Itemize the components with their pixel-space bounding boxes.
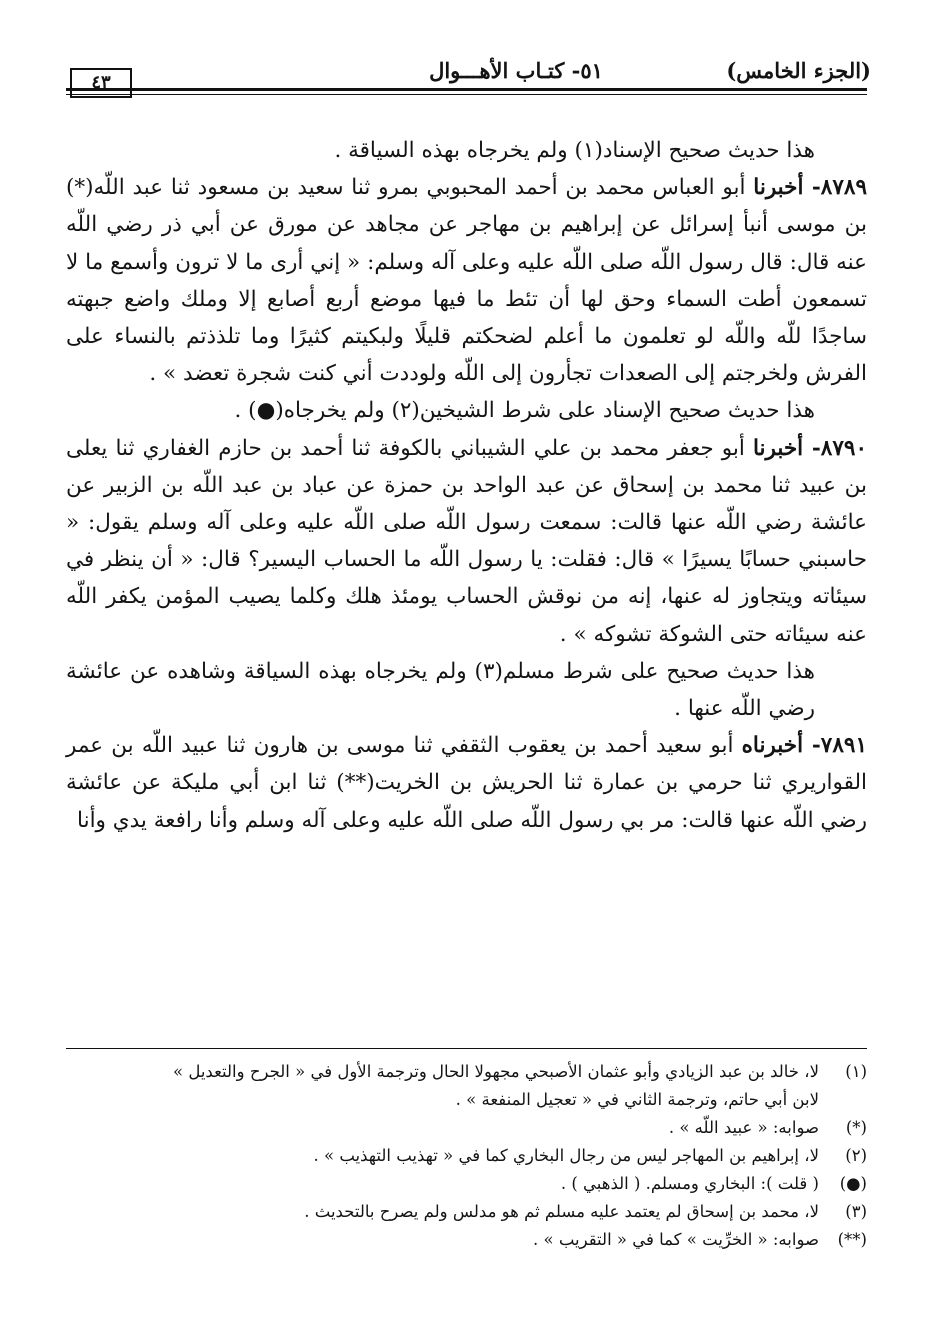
footnote-text: ( قلت ): البخاري ومسلم. ( الذهبي ) . [560,1174,819,1193]
footnote [66,1142,867,1170]
hadith-text: أبو سعيد أحمد بن يعقوب الثقفي ثنا موسى بن هارون ثنا عبيد اللّه بن عمر القواريري ثنا حرمي بن عمارة ثنا الحريش بن الخريت(**) ثنا ابن أبي مليكة عن عائشة رضي اللّه عنها قالت: مر بي رسول اللّه صلى اللّه عليه وعلى آله وسلم وأنا رافعة يدي وأنا [66,733,867,833]
footnote-text: لا، محمد بن إسحاق لم يعتمد عليه مسلم ثم هو مدلس ولم يصرح بالتحديث . [304,1202,819,1221]
footnote-divider [66,1048,867,1049]
main-text [66,132,867,839]
header-rule-thin [66,94,867,95]
footnote-mark: (*) [845,1118,867,1137]
hadith-7891 [66,727,867,839]
hadith-8790 [66,430,867,653]
book-title: ٥١- كتـاب الأهـــوال [429,58,603,83]
footnote [66,1170,867,1198]
footnote-continuation: لابن أبي حاتم، وترجمة الثاني في « تعجيل المنفعة » . [455,1090,819,1109]
footnote-text: لا، خالد بن عبد الزيادي وأبو عثمان الأصبحي مجهولا الحال وترجمة الأول في « الجرح والتعديل » [173,1062,819,1081]
hadith-number: ٨٧٨٩- أخبرنا [753,175,867,201]
page-number: ٤٣ [70,68,132,98]
grading-paragraph: هذا حديث صحيح على شرط مسلم(٣) ولم يخرجاه بهذه السياقة وشاهده عن عائشة رضي اللّه عنها . [66,658,815,722]
footnote-mark: (●) [839,1174,867,1193]
footnote-mark: (٢) [845,1146,867,1165]
grading-paragraph: هذا حديث صحيح الإسناد(١) ولم يخرجاه بهذه السياقة . [334,138,815,163]
hadith-number: ٨٧٩٠- أخبرنا [752,435,867,461]
footnotes [66,1058,867,1254]
footnote-mark: (**) [837,1230,867,1249]
footnote-mark: (١) [845,1062,867,1081]
hadith-number: ٧٨٩١- أخبرناه [741,733,867,759]
volume-title: (الجزء الخامس) [726,58,871,83]
footnote [66,1198,867,1226]
hadith-text: أبو جعفر محمد بن علي الشيباني بالكوفة ثنا أحمد بن حازم الغفاري ثنا يعلى بن عبيد ثنا محمد بن إسحاق عن عبد الواحد بن حمزة عن عباد بن عبد اللّه بن الزبير عن عائشة رضي اللّه عنها قالت: سمعت رسول اللّه صلى اللّه عليه وعلى آله وسلم يقول: « حاسبني حسابًا يسيرًا » قال: فقلت: يا رسول اللّه ما الحساب اليسير؟ قال: « أن ينظر في سيئاته ويتجاوز له عنها، إنه من نوقش الحساب يومئذ هلك وكلما يصيب المؤمن يكفر اللّه عنه سيئاته حتى الشوكة تشوكه » . [66,435,867,647]
hadith-8789 [66,169,867,392]
footnote [66,1058,867,1086]
header-rule-thick [66,88,867,91]
footnote-text: لا، إبراهيم بن المهاجر ليس من رجال البخاري كما في « تهذيب التهذيب » . [313,1146,819,1165]
footnote-text: صوابه: « الخرِّيت » كما في « التقريب » . [532,1230,819,1249]
footnote-mark: (٣) [845,1202,867,1221]
footnote [66,1114,867,1142]
hadith-text: أبو العباس محمد بن أحمد المحبوبي بمرو ثنا سعيد بن مسعود ثنا عبد اللّه(*) بن موسى أنبأ إسرائل عن إبراهيم بن مهاجر عن مجاهد عن مورق عن أبي ذر رضي اللّه عنه قال: قال رسول اللّه صلى اللّه عليه وعلى آله وسلم: « إني أرى ما لا ترون وأسمع ما لا تسمعون أطت السماء وحق لها أن تئط ما فيها موضع أربع أصابع إلا وملك واضع جبهته ساجدًا للّه واللّه لو تعلمون ما أعلم لضحكتم قليلًا ولبكيتم كثيرًا وما تلذذتم بالنساء على الفرش ولخرجتم إلى الصعدات تجأرون إلى اللّه ولوددت أني كنت شجرة تعضد » . [66,175,867,387]
footnote-text: صوابه: « عبيد اللّه » . [668,1118,819,1137]
footnote [66,1226,867,1254]
grading-paragraph: هذا حديث صحيح الإسناد على شرط الشيخين(٢) ولم يخرجاه(●) . [234,398,815,424]
